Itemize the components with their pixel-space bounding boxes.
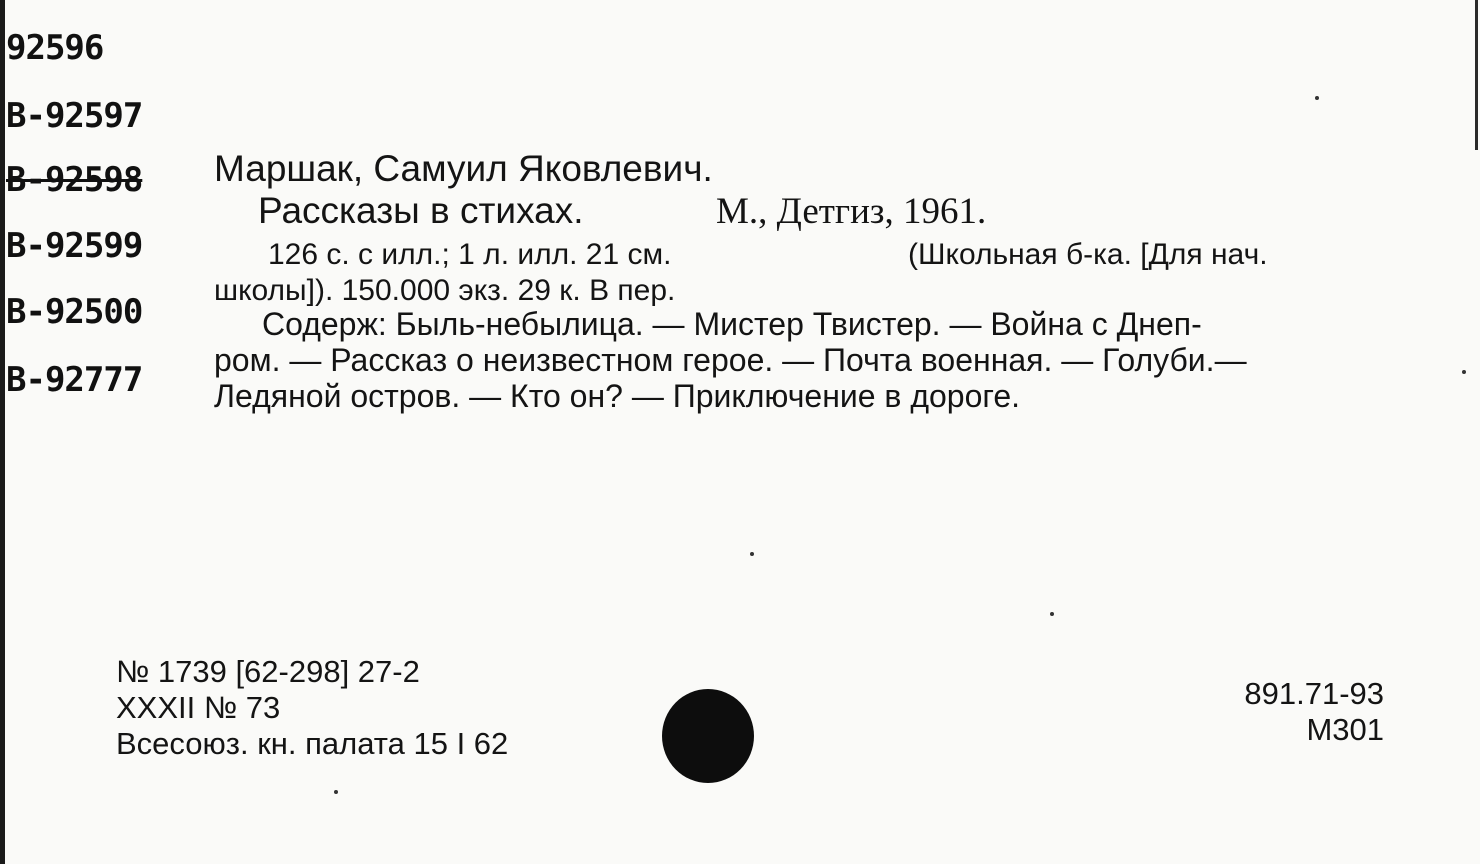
author-heading: Маршак, Самуил Яковлевич. <box>214 148 713 189</box>
inventory-number: B-92500 <box>6 292 143 332</box>
imprint: М., Детгиз, 1961. <box>716 191 987 232</box>
series-note-start: (Школьная б-ка. [Для нач. <box>908 238 1268 271</box>
card-left-edge <box>0 0 5 864</box>
dust-speck <box>1050 612 1054 616</box>
inventory-number-struck: B-92598 <box>6 160 143 200</box>
card-right-edge <box>1475 0 1478 150</box>
dust-speck <box>750 552 754 556</box>
dust-speck <box>1315 96 1319 100</box>
inventory-number: B-92599 <box>6 226 143 266</box>
card-number: № 1739 [62-298] 27-2 <box>116 654 420 689</box>
punch-hole <box>662 689 754 783</box>
dust-speck <box>1462 370 1466 374</box>
contents-line: Ледяной остров. — Кто он? — Приключение в дороге. <box>214 378 1021 414</box>
inventory-number: B-92597 <box>6 96 143 136</box>
publisher-chamber: Всесоюз. кн. палата 15 I 62 <box>116 726 509 761</box>
author-mark: М301 <box>1306 712 1384 747</box>
contents-line: ром. — Рассказ о неизвестном герое. — Почта военная. — Голуби.— <box>214 342 1247 378</box>
book-title: Рассказы в стихах. <box>258 190 584 231</box>
inventory-number: B-92777 <box>6 360 143 400</box>
card-series-number: XXXII № 73 <box>116 690 281 725</box>
inventory-number: 92596 <box>6 28 104 68</box>
contents-line: Содерж: Быль-небылица. — Мистер Твистер. — Война с Днеп- <box>262 306 1202 342</box>
series-note-end: школы]). 150.000 экз. 29 к. В пер. <box>214 274 676 307</box>
classification-index: 891.71-93 <box>1244 676 1384 711</box>
physical-description: 126 с. с илл.; 1 л. илл. 21 см. <box>268 238 672 271</box>
dust-speck <box>334 790 338 794</box>
